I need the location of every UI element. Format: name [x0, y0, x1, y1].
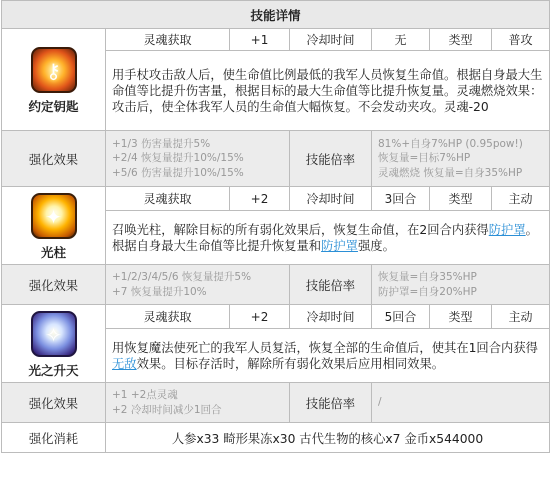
cooldown-label: 冷却时间	[290, 29, 372, 51]
skill-multiplier-label: 技能倍率	[290, 131, 372, 187]
skill-detail-table	[1, 0, 550, 453]
shield-link[interactable]: 防护罩	[321, 238, 358, 253]
invincible-link[interactable]: 无敌	[112, 356, 137, 371]
ascension-icon: ✧	[31, 311, 77, 357]
skill-name-cell	[2, 29, 106, 131]
cooldown-label: 冷却时间	[290, 305, 372, 329]
multiplier-item: 恢复量=自身35%HP	[378, 271, 477, 283]
type-label: 类型	[430, 29, 492, 51]
skill-multiplier-list	[372, 265, 550, 305]
soul-gain-label: 灵魂获取	[106, 29, 230, 51]
cooldown-value: 3回合	[372, 187, 430, 211]
skill-name: 光之升天	[28, 362, 79, 378]
soul-gain-label: 灵魂获取	[106, 305, 230, 329]
enhance-item: +2/4 恢复量提升10%/15%	[112, 152, 244, 165]
enhance-item: +2 冷却时间减少1回合	[112, 403, 222, 416]
skill-name-cell	[2, 187, 106, 265]
enhance-effect-list	[106, 265, 290, 305]
multiplier-item: 灵魂燃烧 恢复量=自身35%HP	[378, 166, 523, 179]
multiplier-item: 防护罩=自身20%HP	[378, 285, 477, 298]
skill-name: 约定钥匙	[28, 98, 79, 114]
type-value: 主动	[492, 187, 550, 211]
skill-description: 召唤光柱，解除目标的所有弱化效果后，恢复生命值，在2回合内获得防护罩。根据自身最大生命值等比提升恢复量和防护罩强度。	[106, 211, 550, 265]
shield-link[interactable]: 防护罩	[488, 222, 526, 237]
type-value: 主动	[492, 305, 550, 329]
cooldown-value: 5回合	[372, 305, 430, 329]
soul-gain-value: +2	[230, 305, 290, 329]
skill-multiplier-list	[372, 131, 550, 187]
cooldown-label: 冷却时间	[290, 187, 372, 211]
multiplier-item: 81%+自身7%HP (0.95pow!)	[378, 137, 523, 150]
key-icon: ⚷	[31, 47, 77, 93]
multiplier-item: /	[378, 396, 382, 409]
skill-multiplier-label: 技能倍率	[290, 265, 372, 305]
table-title: 技能详情	[2, 1, 550, 29]
enhance-effect-label: 强化效果	[2, 383, 106, 423]
enhance-cost-value: 人参x33 畸形果冻x30 古代生物的核心x7 金币x544000	[106, 423, 550, 453]
skill-name-cell	[2, 305, 106, 383]
type-value: 普攻	[492, 29, 550, 51]
enhance-effect-list	[106, 131, 290, 187]
enhance-item: +5/6 伤害量提升10%/15%	[112, 166, 244, 179]
enhance-cost-label: 强化消耗	[2, 423, 106, 453]
skill-description: 用恢复魔法使死亡的我军人员复活，恢复全部的生命值后，使其在1回合内获得无敌效果。目标存活时，解除所有弱化效果后应用相同效果。	[106, 329, 550, 383]
soul-gain-label: 灵魂获取	[106, 187, 230, 211]
type-label: 类型	[430, 187, 492, 211]
skill-multiplier-list	[372, 383, 550, 423]
enhance-effect-label: 强化效果	[2, 265, 106, 305]
multiplier-item: 恢复量=目标7%HP	[378, 152, 471, 165]
type-label: 类型	[430, 305, 492, 329]
enhance-item: +7 恢复量提升10%	[112, 285, 207, 298]
skill-name: 光柱	[40, 244, 66, 260]
skill-multiplier-label: 技能倍率	[290, 383, 372, 423]
enhance-effect-list	[106, 383, 290, 423]
light-pillar-icon: ✦	[31, 193, 77, 239]
enhance-item: +1/3 伤害量提升5%	[112, 137, 211, 150]
enhance-effect-label: 强化效果	[2, 131, 106, 187]
enhance-item: +1/2/3/4/5/6 恢复量提升5%	[112, 271, 252, 283]
soul-gain-value: +2	[230, 187, 290, 211]
skill-description: 用手杖攻击敌人后，使生命值比例最低的我军人员恢复生命值。根据自身最大生命值等比提升伤害量，根据目标的最大生命值等比提升恢复量。灵魂燃烧效果：攻击后，使全体我军人员的生命值大幅恢复。不会发动夹攻。灵魂-20	[106, 51, 550, 131]
soul-gain-value: +1	[230, 29, 290, 51]
cooldown-value: 无	[372, 29, 430, 51]
enhance-item: +1 +2点灵魂	[112, 389, 178, 401]
